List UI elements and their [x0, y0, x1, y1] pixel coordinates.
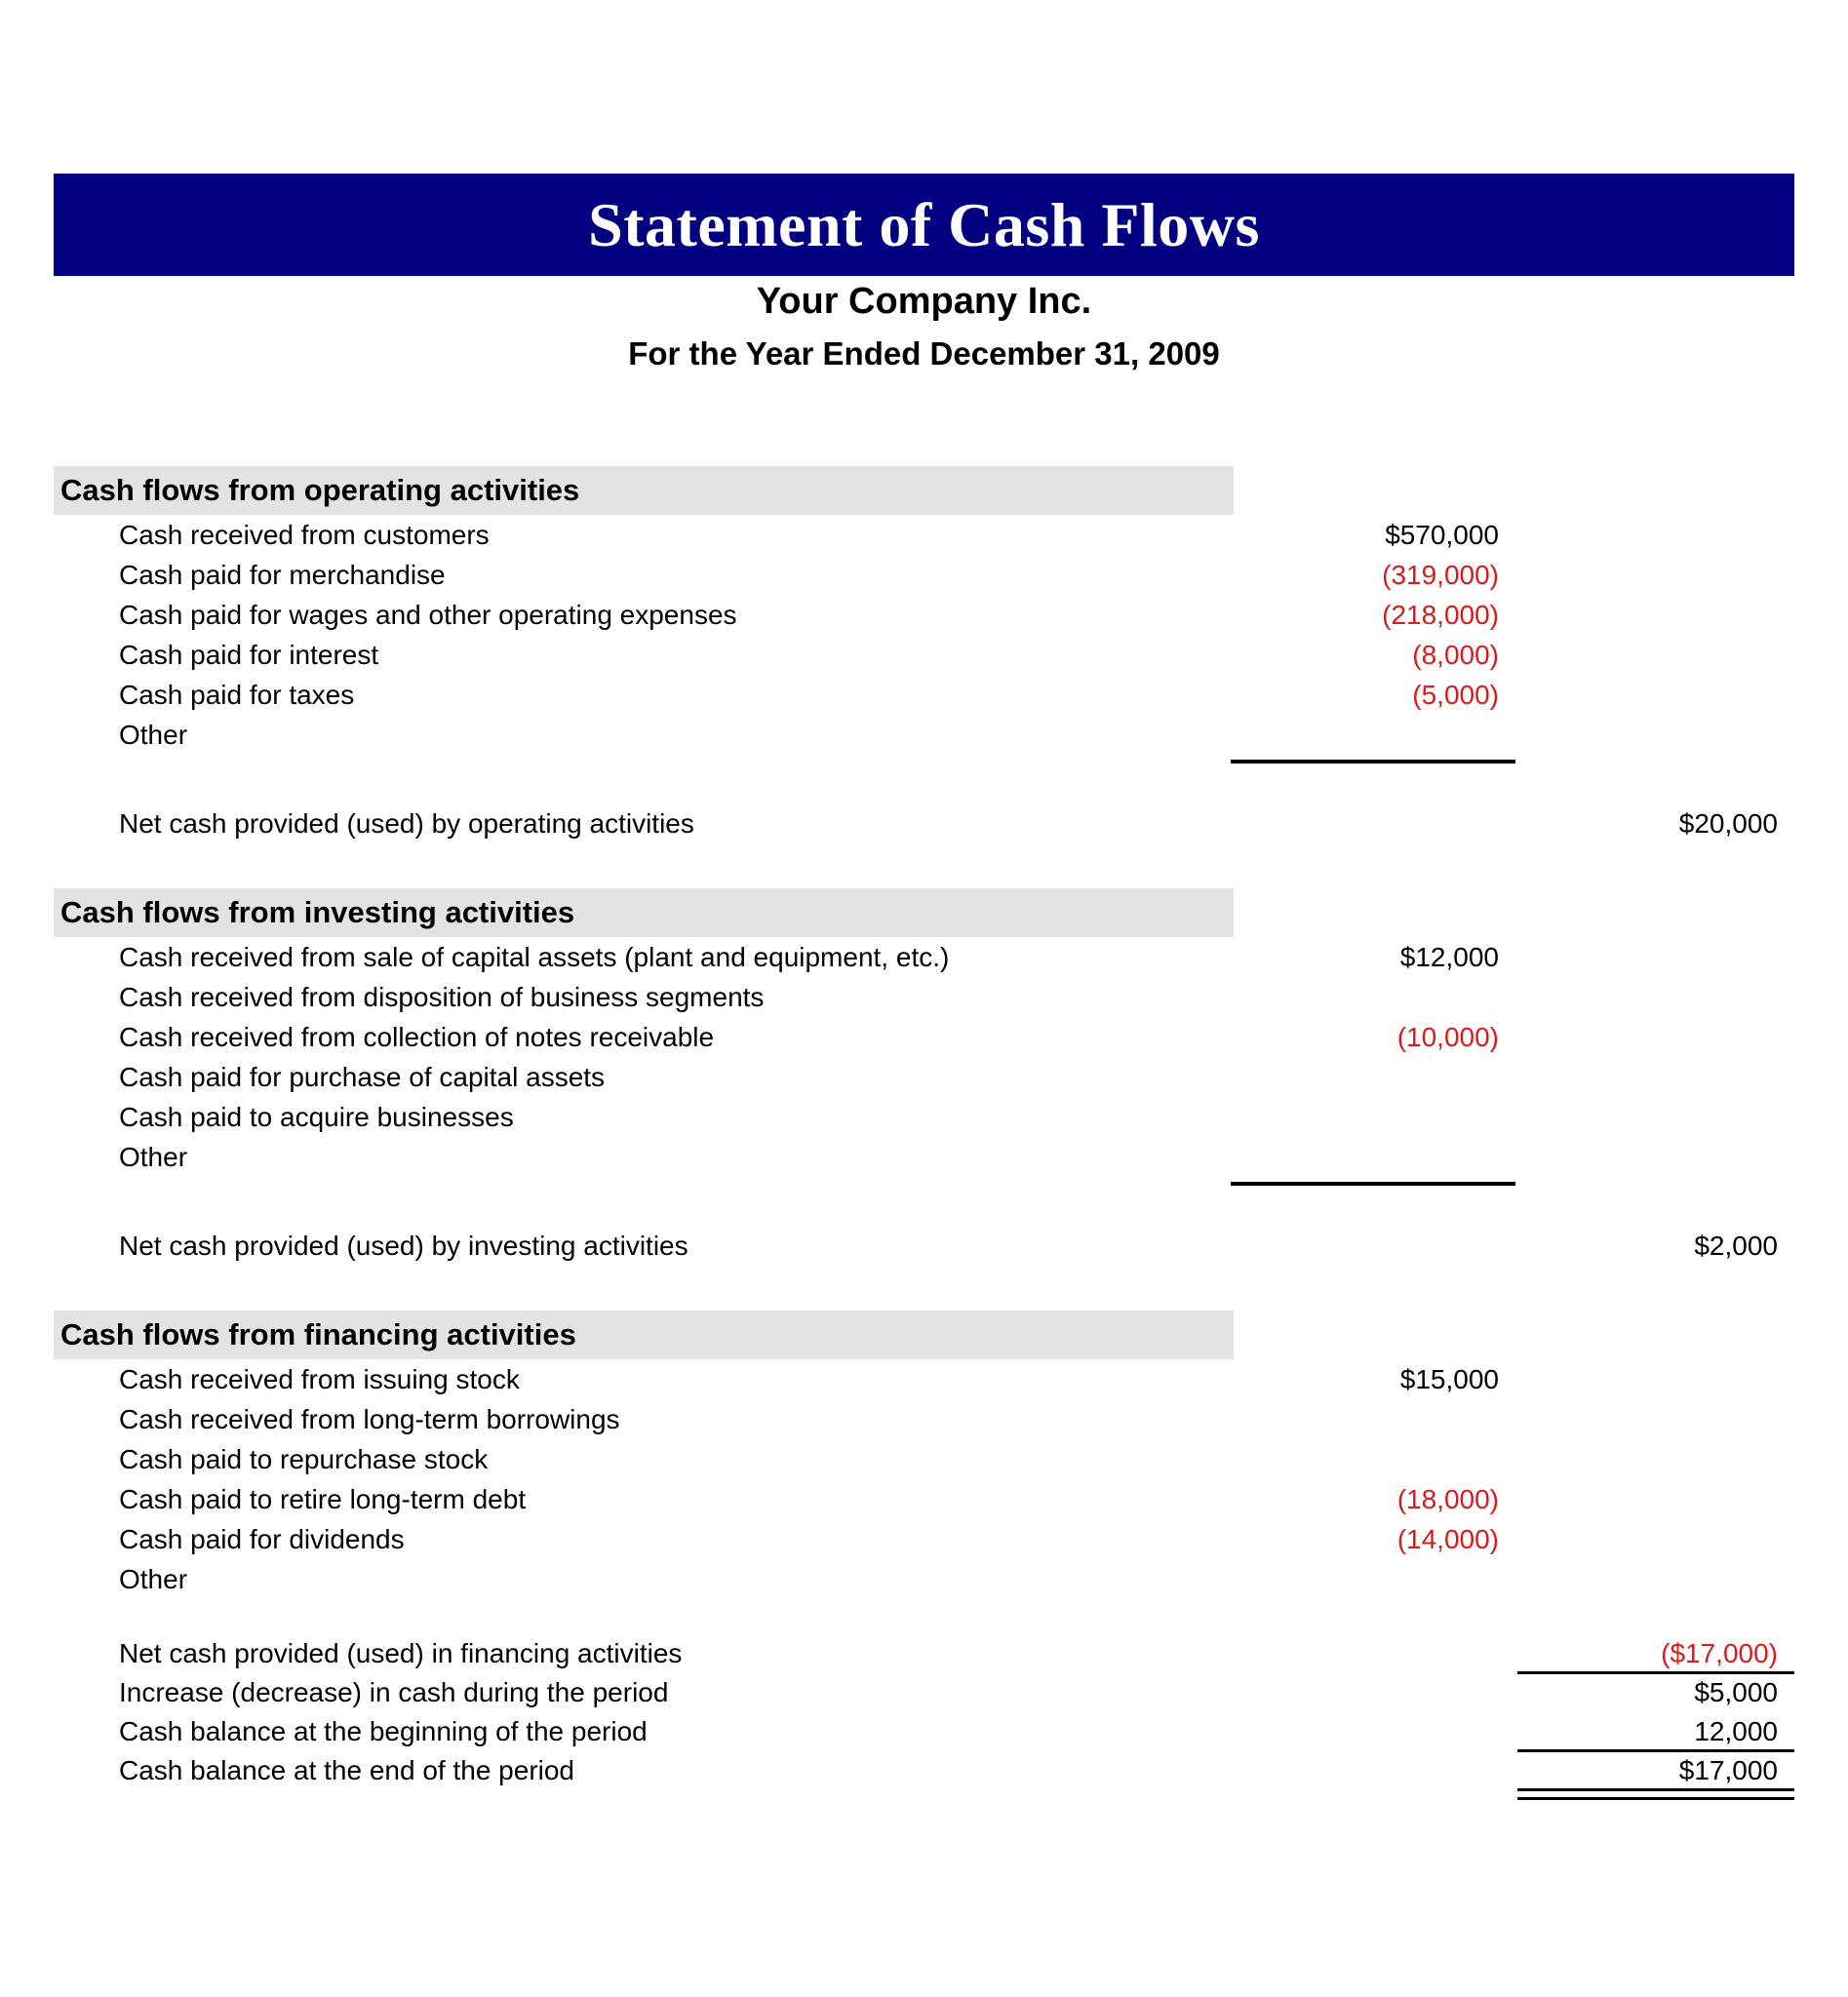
- table-row: [54, 675, 1794, 715]
- table-row: [54, 1399, 1794, 1439]
- line-item-label: Cash paid for purchase of capital assets: [119, 1062, 606, 1092]
- line-item-label: Cash received from customers: [119, 520, 490, 550]
- total-value: $5,000: [1694, 1677, 1778, 1707]
- statement-body: [54, 466, 1794, 1790]
- double-horizontal-rule: [1517, 1788, 1794, 1791]
- section-total-row: [54, 803, 1794, 843]
- horizontal-rule: [1231, 760, 1515, 764]
- section-financing-activities: [54, 1311, 1794, 1599]
- line-item-label: Other: [119, 1564, 188, 1594]
- line-item-label: Cash paid to acquire businesses: [119, 1102, 514, 1132]
- section-total-value: $20,000: [1678, 808, 1778, 839]
- table-row: [54, 1519, 1794, 1559]
- page-title: Statement of Cash Flows: [588, 189, 1260, 259]
- total-label: Net cash provided (used) in financing activities: [119, 1638, 683, 1668]
- total-row-beginning-balance: [54, 1712, 1794, 1751]
- spacer: [54, 1599, 1794, 1634]
- line-item-label: Cash received from collection of notes receivable: [119, 1022, 715, 1052]
- operating-rows: [54, 515, 1794, 843]
- line-item-label: Cash paid for merchandise: [119, 560, 446, 590]
- table-row: [54, 1559, 1794, 1599]
- table-row: [54, 555, 1794, 595]
- section-investing-activities: [54, 888, 1794, 1266]
- section-header-financing: Cash flows from financing activities: [54, 1311, 1234, 1359]
- line-item-label: Cash paid for dividends: [119, 1524, 405, 1554]
- title-banner: [54, 174, 1794, 276]
- table-row: [54, 1359, 1794, 1399]
- section-total-value: $2,000: [1694, 1231, 1778, 1261]
- line-item-label: Cash paid to repurchase stock: [119, 1444, 489, 1474]
- line-item-value: (8,000): [1412, 640, 1499, 670]
- line-item-label: Cash paid for interest: [119, 640, 379, 670]
- section-total-row: [54, 1226, 1794, 1266]
- section-header-investing: Cash flows from investing activities: [54, 888, 1234, 937]
- line-item-value: (319,000): [1382, 560, 1499, 590]
- spacer: [54, 768, 1794, 803]
- table-row: [54, 1137, 1794, 1177]
- table-row: [54, 1479, 1794, 1519]
- line-item-label: Other: [119, 720, 188, 750]
- investing-subtotal-rule: [54, 1177, 1794, 1191]
- table-row: [54, 937, 1794, 977]
- reporting-period: For the Year Ended December 31, 2009: [628, 335, 1220, 372]
- total-row-increase-decrease: [54, 1673, 1794, 1712]
- operating-subtotal-rule: [54, 755, 1794, 768]
- line-item-value: (10,000): [1396, 1022, 1499, 1052]
- investing-rows: [54, 937, 1794, 1266]
- section-total-label: Net cash provided (used) by investing activities: [119, 1231, 688, 1261]
- table-row: [54, 977, 1794, 1017]
- line-item-value: (14,000): [1396, 1524, 1499, 1554]
- company-name: Your Company Inc.: [756, 281, 1092, 322]
- line-item-value: (5,000): [1412, 680, 1499, 710]
- line-item-label: Cash paid for wages and other operating expenses: [119, 600, 737, 630]
- section-operating-activities: [54, 466, 1794, 843]
- summary-totals-block: [54, 1634, 1794, 1790]
- table-row: [54, 515, 1794, 555]
- total-value: 12,000: [1694, 1716, 1778, 1746]
- spacer: [54, 1191, 1794, 1226]
- line-item-value: $570,000: [1385, 520, 1499, 550]
- horizontal-rule: [1231, 1182, 1515, 1186]
- line-item-value: $12,000: [1399, 942, 1499, 972]
- line-item-label: Other: [119, 1142, 188, 1172]
- section-header-operating: Cash flows from operating activities: [54, 466, 1234, 515]
- total-row-ending-balance: [54, 1751, 1794, 1790]
- total-label: Increase (decrease) in cash during the period: [119, 1677, 669, 1707]
- table-row: [54, 1439, 1794, 1479]
- table-row: [54, 1097, 1794, 1137]
- total-value: ($17,000): [1661, 1638, 1778, 1668]
- total-row-net-financing: [54, 1634, 1794, 1673]
- table-row: [54, 635, 1794, 675]
- horizontal-rule: [1517, 1671, 1794, 1674]
- table-row: [54, 1017, 1794, 1057]
- line-item-value: (218,000): [1382, 600, 1499, 630]
- spacer: [54, 1266, 1794, 1311]
- horizontal-rule: [1517, 1749, 1794, 1752]
- financing-rows: [54, 1359, 1794, 1599]
- total-label: Cash balance at the end of the period: [119, 1755, 575, 1785]
- table-row: [54, 1057, 1794, 1097]
- table-row: [54, 595, 1794, 635]
- section-total-label: Net cash provided (used) by operating activities: [119, 808, 694, 839]
- spacer: [54, 843, 1794, 888]
- line-item-label: Cash paid for taxes: [119, 680, 355, 710]
- line-item-label: Cash paid to retire long-term debt: [119, 1484, 527, 1514]
- total-value: $17,000: [1678, 1755, 1778, 1785]
- table-row: [54, 715, 1794, 755]
- line-item-label: Cash received from issuing stock: [119, 1364, 520, 1394]
- line-item-value: $15,000: [1399, 1364, 1499, 1394]
- line-item-label: Cash received from long-term borrowings: [119, 1404, 620, 1434]
- line-item-value: (18,000): [1396, 1484, 1499, 1514]
- total-label: Cash balance at the beginning of the period: [119, 1716, 648, 1746]
- line-item-label: Cash received from disposition of business segments: [119, 982, 765, 1012]
- line-item-label: Cash received from sale of capital assets (plant and equipment, etc.): [119, 942, 950, 972]
